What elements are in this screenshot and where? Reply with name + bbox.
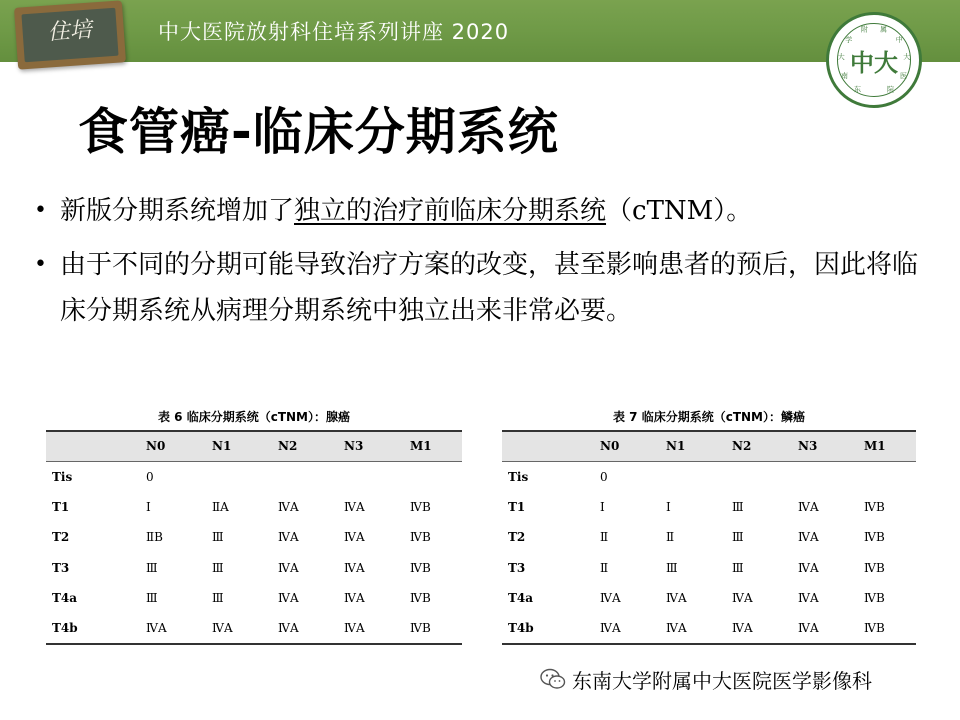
row-label: T4b [502, 614, 586, 645]
table-row [502, 583, 916, 614]
table-cell: 0 [146, 469, 154, 484]
table-cell: ⅣA [732, 591, 753, 606]
table-cell: ⅣA [264, 614, 330, 645]
stage-table-adenocarcinoma [46, 404, 462, 645]
table-cell: ⅣB [410, 591, 431, 606]
table-cell: ⅣB [864, 591, 885, 606]
seal-ring-char: 大 [903, 53, 911, 62]
table-cell [264, 461, 330, 492]
bullet-list [34, 188, 934, 334]
chalkboard-logo [14, 0, 126, 69]
bullet-text: 由于不同的分期可能导致治疗方案的改变，甚至影响患者的预后，因此将临床分期系统从病理分期系统中独立出来非常必要。 [60, 250, 919, 326]
table-row [46, 553, 462, 584]
stage-table-squamous [502, 404, 916, 645]
table-cell: ⅣA [278, 560, 299, 575]
table-cell [396, 461, 462, 492]
header-banner [0, 0, 960, 62]
table-cell: Ⅰ [666, 499, 671, 514]
table-cell: ⅣA [344, 530, 365, 545]
banner-title: 中大医院放射科住培系列讲座 2020 [158, 20, 510, 44]
column-header: M1 [850, 431, 916, 461]
bullet-text-pre: 新版分期系统增加了 [60, 196, 295, 226]
table-cell: ⅣB [850, 614, 916, 645]
table-cell: Ⅱ [600, 530, 609, 545]
table-row [46, 492, 462, 523]
table-cell: ⅣA [784, 614, 850, 645]
table-row [46, 614, 462, 645]
table-cell: ⅣA [198, 614, 264, 645]
seal-ring-char: 学 [845, 35, 853, 44]
table-cell: ⅣA [666, 591, 687, 606]
row-label: T1 [52, 499, 70, 514]
slide-title: 食管癌-临床分期系统 [78, 103, 559, 161]
table-row [502, 461, 916, 492]
row-label: T1 [508, 499, 526, 514]
column-header: N1 [652, 431, 718, 461]
table-row [502, 553, 916, 584]
seal-ring-char: 东 [854, 85, 861, 94]
table-cell: Ⅲ [212, 591, 224, 606]
row-label: T3 [508, 560, 526, 575]
table-cell: ⅣA [278, 530, 299, 545]
table-header-row [502, 431, 916, 461]
seal-ring-char: 附 [861, 25, 868, 34]
table-cell: ⅡA [212, 499, 229, 514]
table-caption: 表 7 临床分期系统（cTNM）：鳞癌 [613, 410, 805, 424]
table-cell: ⅣB [410, 560, 431, 575]
stage-table [46, 430, 462, 645]
table-row [46, 583, 462, 614]
table-cell: ⅣB [864, 560, 885, 575]
footer-text: 东南大学附属中大医院医学影像科 [572, 668, 872, 693]
table-cell: Ⅲ [732, 560, 744, 575]
column-header: N1 [198, 431, 264, 461]
table-cell [198, 461, 264, 492]
table-cell: Ⅲ [212, 530, 224, 545]
row-label: T4a [52, 591, 78, 606]
table-row [46, 522, 462, 553]
table-cell: ⅣB [410, 499, 431, 514]
table-cell: ⅣA [344, 591, 365, 606]
table-caption: 表 6 临床分期系统（cTNM）：腺癌 [158, 410, 350, 424]
row-label: T4a [508, 591, 534, 606]
seal-ring-char: 中 [895, 35, 903, 44]
bullet-item [34, 242, 934, 334]
table-cell: Ⅰ [600, 499, 605, 514]
table-cell [850, 461, 916, 492]
seal-ring-char: 大 [837, 53, 845, 62]
table-cell: ⅣA [718, 614, 784, 645]
column-header [502, 431, 586, 461]
table-cell: ⅣA [798, 530, 819, 545]
table-cell: Ⅰ [146, 499, 151, 514]
table-cell: ⅣA [798, 591, 819, 606]
table-cell: Ⅲ [666, 560, 678, 575]
table-cell: ⅣB [864, 530, 885, 545]
table-cell: Ⅲ [732, 499, 744, 514]
table-cell [652, 461, 718, 492]
column-header: N0 [132, 431, 198, 461]
table-row [502, 522, 916, 553]
bullet-dot-icon: • [34, 198, 47, 223]
table-cell: 0 [600, 469, 608, 484]
table-row [46, 461, 462, 492]
table-cell: ⅣA [330, 614, 396, 645]
table-cell: Ⅲ [732, 530, 744, 545]
table-cell: Ⅲ [212, 560, 224, 575]
table-row [502, 492, 916, 523]
table-row [502, 614, 916, 645]
table-cell [718, 461, 784, 492]
column-header: N2 [718, 431, 784, 461]
row-label: Tis [508, 469, 529, 484]
column-header: N3 [784, 431, 850, 461]
seal-ring-char: 属 [880, 25, 887, 34]
table-cell [784, 461, 850, 492]
seal-ring-char: 南 [841, 71, 848, 80]
column-header: N0 [586, 431, 652, 461]
table-cell: Ⅲ [146, 591, 158, 606]
seal-ring-char: 院 [887, 85, 894, 94]
table-cell [330, 461, 396, 492]
column-header [46, 431, 132, 461]
table-cell: Ⅱ [666, 530, 675, 545]
table-cell: ⅣA [798, 560, 819, 575]
bullet-text-underlined: 独立的治疗前临床分期系统 [294, 196, 607, 226]
table-cell: ⅣA [344, 560, 365, 575]
table-cell: ⅣB [396, 614, 462, 645]
row-label: T2 [508, 530, 526, 545]
column-header: M1 [396, 431, 462, 461]
logo-text: 住培 [46, 17, 93, 46]
table-cell: ⅣB [864, 499, 885, 514]
stage-table [502, 430, 916, 645]
bullet-dot-icon: • [34, 252, 47, 277]
footer-watermark [540, 664, 872, 694]
seal-ring-char: 医 [900, 71, 907, 80]
table-cell: ⅣA [278, 499, 299, 514]
table-header-row [46, 431, 462, 461]
table-cell: Ⅲ [146, 560, 158, 575]
table-cell: ⅣA [652, 614, 718, 645]
row-label: T4b [46, 614, 132, 645]
row-label: Tis [52, 469, 73, 484]
seal-icon [829, 15, 925, 111]
table-cell: ⅣA [586, 614, 652, 645]
wechat-icon [540, 668, 566, 690]
table-cell: ⅣB [410, 530, 431, 545]
column-header: N2 [264, 431, 330, 461]
table-cell: ⅣA [132, 614, 198, 645]
column-header: N3 [330, 431, 396, 461]
bullet-text-post: （cTNM）。 [606, 196, 753, 226]
table-cell: ⅣA [600, 591, 621, 606]
table-cell: Ⅱ [600, 560, 609, 575]
seal-center-text: 中大 [850, 48, 898, 77]
hospital-seal [826, 12, 922, 108]
row-label: T3 [52, 560, 70, 575]
table-cell: ⅣA [798, 499, 819, 514]
table-cell: ⅡB [146, 530, 163, 545]
bullet-item [34, 188, 934, 234]
row-label: T2 [52, 530, 70, 545]
table-cell: ⅣA [344, 499, 365, 514]
table-cell: ⅣA [278, 591, 299, 606]
